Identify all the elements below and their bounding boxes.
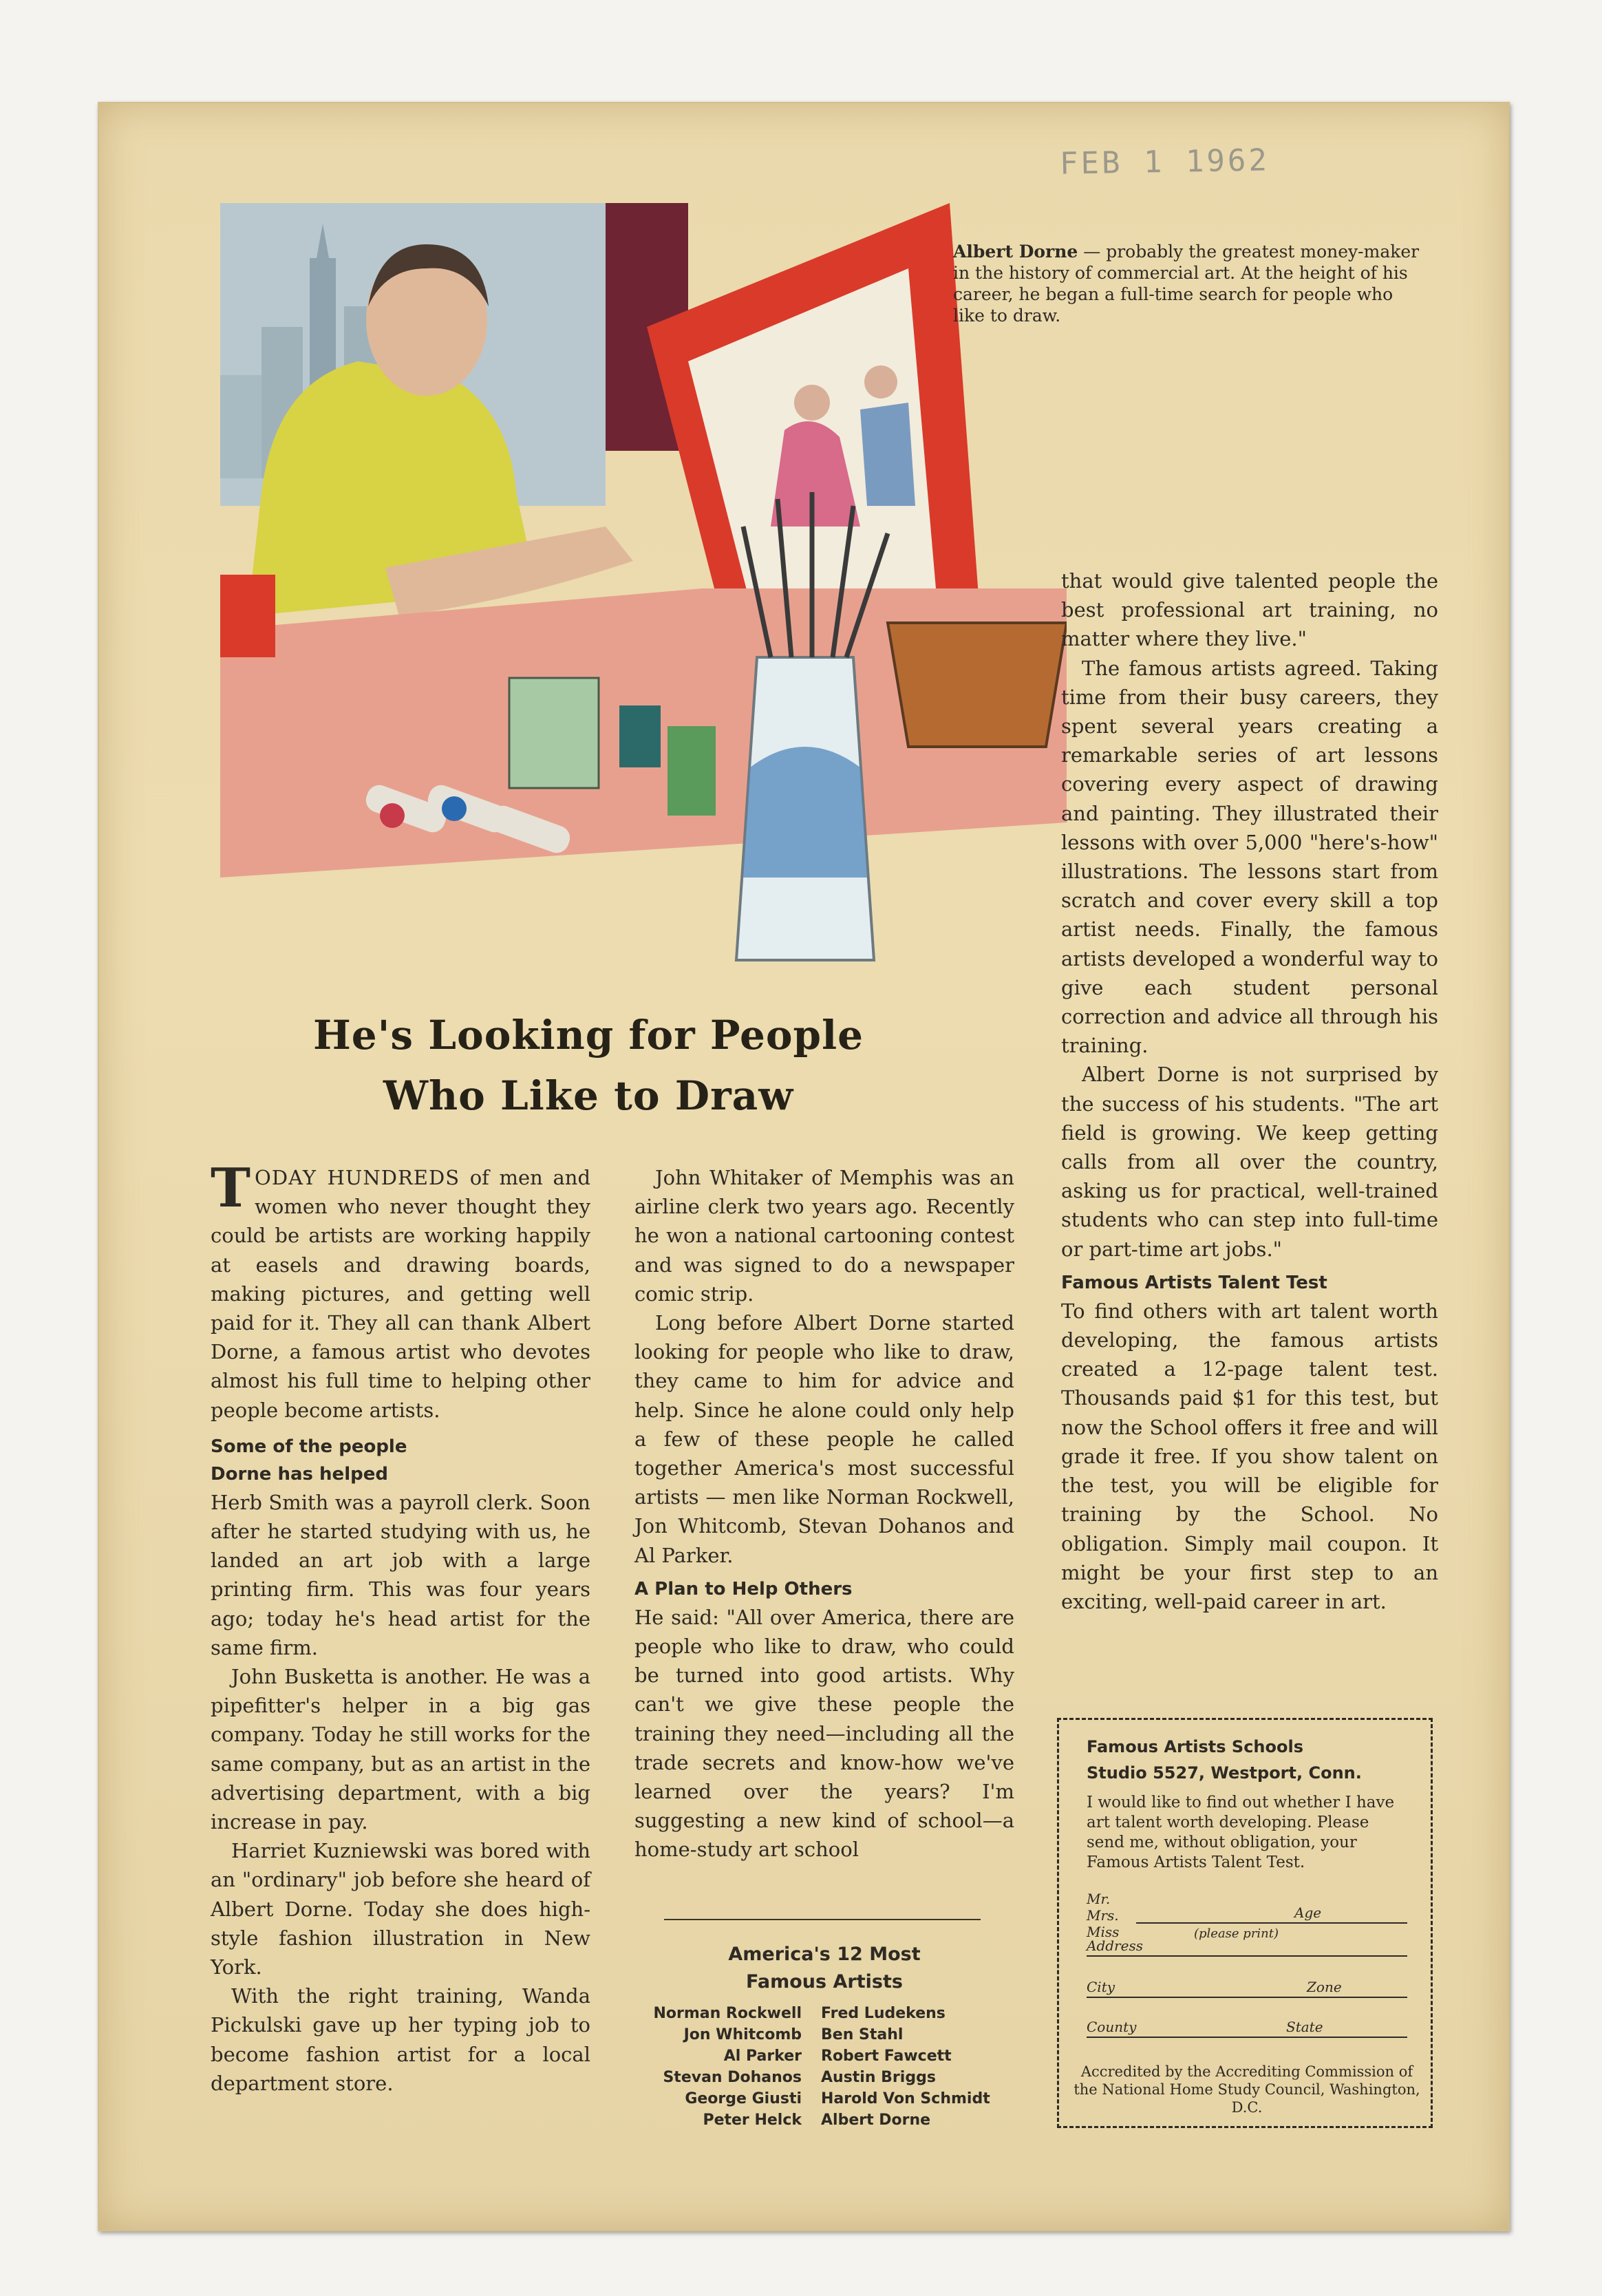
artist-name: George Giusti [685, 2090, 802, 2107]
date-stamp: FEB 1 1962 [1059, 142, 1270, 182]
name-field[interactable] [1136, 1902, 1407, 1924]
artist-name: Ben Stahl [821, 2026, 904, 2043]
caption-text: — probably the greatest money-maker in the history of commercial art. At the height of his career, he began a full-time search for people who like to draw. [953, 242, 1420, 326]
address-field[interactable] [1087, 1935, 1407, 1957]
lead-small-caps: ODAY HUNDREDS [255, 1166, 460, 1189]
artists-list-right [821, 2003, 1027, 2131]
caption-name: Albert Dorne [953, 242, 1078, 262]
artists-list-left [619, 2003, 802, 2131]
artists-title [634, 1941, 1014, 1996]
artists-title-line2: Famous Artists [746, 1971, 903, 1992]
col3-subhead: Famous Artists Talent Test [1061, 1272, 1327, 1293]
coupon-studio: Studio 5527, Westport, Conn. [1087, 1763, 1362, 1783]
coupon-footer: Accredited by the Accrediting Commission of the National Home Study Council, Washington, D.C. [1074, 2063, 1420, 2116]
artist-name: Fred Ludekens [821, 2005, 946, 2022]
artist-name: Harold Von Schmidt [821, 2090, 990, 2107]
artist-name: Al Parker [723, 2048, 802, 2065]
print-hint: (please print) [1194, 1926, 1279, 1941]
col1-paragraph-5: With the right training, Wanda Pickulski gave up her typing job to become fashion artist for a local department store. [211, 1984, 590, 2095]
artist-name: Albert Dorne [821, 2112, 931, 2129]
divider-rule [664, 1919, 981, 1920]
col1-subhead-1: Some of the people [211, 1436, 407, 1457]
artist-name: Peter Helck [703, 2112, 802, 2129]
artist-name: Austin Briggs [821, 2069, 936, 2086]
col1-subhead-2: Dorne has helped [211, 1463, 388, 1485]
headline-line1: He's Looking for People [312, 1012, 864, 1059]
col2-paragraph-1: John Whitaker of Memphis was an airline clerk two years ago. Recently he won a national cartooning contest and was signed to do a newspaper comic strip. [634, 1166, 1014, 1306]
headline-line2: Who Like to Draw [383, 1072, 794, 1119]
age-label: Age [1294, 1904, 1322, 1921]
col3-paragraph-4: To find others with art talent worth developing, the famous artists created a 12-page talent test. Thousands paid $1 for this test, but now the School offers it free and will grade it free. If you show talent on the test, you will be eligible for training by the School. No obligation. Simply mail coupon. It might be your first step to an exciting, well-paid career in art. [1061, 1299, 1438, 1613]
coupon-body: I would like to find out whether I have art talent worth developing. Please send me, without obligation, your Famous Artists Talent Test. [1087, 1794, 1395, 1871]
coupon-salutations [1087, 1891, 1119, 1940]
artists-title-line1: America's 12 Most [728, 1944, 921, 1965]
col2-paragraph-2: Long before Albert Dorne started looking for people who like to draw, they came to him for advice and help. Since he alone could only help a few of these people he called together America's most successful artists — men like Norman Rockwell, Jon Whitcomb, Stevan Dohanos and Al Parker. [634, 1311, 1014, 1567]
drop-cap: T [211, 1157, 251, 1220]
zone-label: Zone [1307, 1979, 1342, 1995]
artist-illustration [220, 203, 1067, 981]
mail-coupon[interactable] [1057, 1718, 1433, 2128]
artist-name: Robert Fawcett [821, 2048, 952, 2065]
column-2 [634, 1163, 1014, 1864]
state-label: State [1286, 2019, 1323, 2035]
headline [213, 1005, 963, 1126]
col1-paragraph-3: John Busketta is another. He was a pipefitter's helper in a big gas company. Today he still works for the same company, but as an artist in the advertising department, with a big increase in pay. [211, 1665, 590, 1834]
coupon-miss: Miss [1087, 1924, 1120, 1940]
county-label: County [1087, 2019, 1137, 2035]
artist-name: Stevan Dohanos [663, 2069, 802, 2086]
col2-paragraph-3: He said: "All over America, there are people who like to draw, who could be turned into good artists. Why can't we give these people the training they need—including all the trade secrets and know-how we've learned over the years? I'm suggesting a new kind of school—a home-study art school [634, 1605, 1014, 1862]
col1-paragraph-4: Harriet Kuzniewski was bored with an "ordinary" job before she heard of Albert Dorne. Today she does high-style fashion illustration in New York. [211, 1839, 590, 1979]
col3-paragraph-3: Albert Dorne is not surprised by the success of his students. "The art field is growing. We keep getting calls from all over the country, asking us for practical, well-trained students who can step into full-time or part-time art jobs." [1061, 1063, 1438, 1261]
col1-paragraph-2: Herb Smith was a payroll clerk. Soon after he started studying with us, he landed an art job with a large printing firm. This was four years ago; today he's head artist for the same firm. [211, 1490, 590, 1659]
column-3 [1061, 566, 1438, 1616]
coupon-school: Famous Artists Schools [1087, 1737, 1303, 1756]
address-label: Address [1087, 1937, 1143, 1954]
col1-paragraph-1: of men and women who never thought they could be artists are working happily at easels and drawing boards, making pictures, and getting well paid for it. They all can thank Albert Dorne, a famous artist who devotes almost his full time to helping other people become artists. [211, 1166, 591, 1422]
coupon-mr: Mr. [1087, 1891, 1111, 1907]
artist-name: Norman Rockwell [653, 2005, 802, 2022]
artist-name: Jon Whitcomb [683, 2026, 802, 2043]
city-label: City [1087, 1979, 1115, 1995]
col2-subhead: A Plan to Help Others [634, 1578, 853, 1599]
col3-paragraph-1: that would give talented people the best professional art training, no matter where they live." [1061, 569, 1438, 651]
coupon-mrs: Mrs. [1087, 1907, 1119, 1924]
county-state-field[interactable] [1087, 2016, 1407, 2038]
coupon-header [1087, 1734, 1362, 1786]
col3-paragraph-2: The famous artists agreed. Taking time from their busy careers, they spent several years creating a remarkable series of art lessons covering every aspect of drawing and painting. They illustrated their lessons with over 5,000 "here's-how" illustrations. The lessons start from scratch and cover every skill a top artist needs. Finally, the famous artists developed a wonderful way to give each student personal correction and advice all through his training. [1061, 656, 1438, 1058]
city-zone-field[interactable] [1087, 1976, 1407, 1998]
column-1 [211, 1157, 591, 2098]
illustration-caption [953, 241, 1421, 326]
